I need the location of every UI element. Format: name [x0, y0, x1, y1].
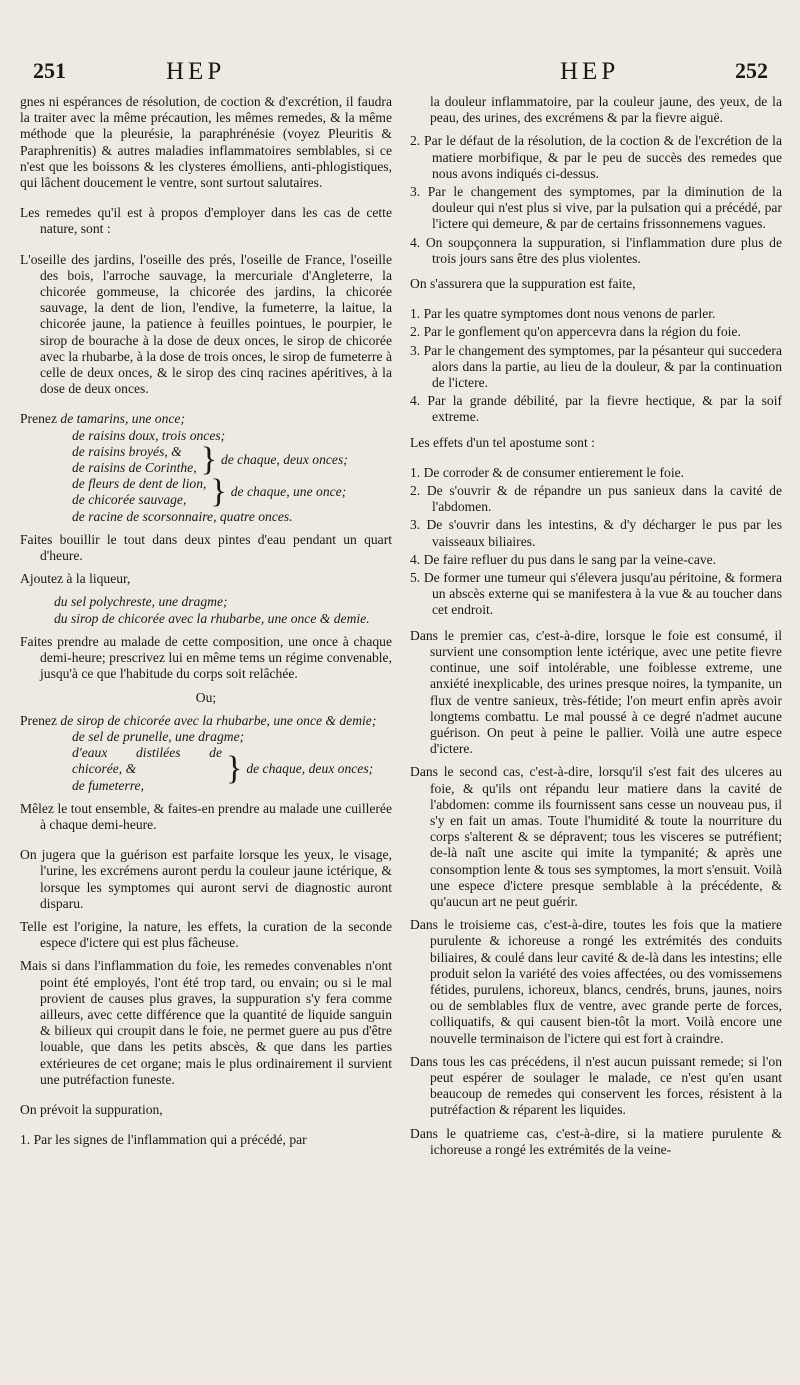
- prescription-line: de raisins de Corinthe,: [72, 460, 197, 476]
- list-item: 3. Par le changement des symptomes, par la pésanteur qui succedera alors dans la partie, au lieu de la douleur, & par la continuation de l'ictere.: [410, 342, 782, 391]
- left-column: [20, 94, 392, 1155]
- paragraph: Mêlez le tout ensemble, & faites-en prendre au malade une cuillerée à chaque demi-heure.: [20, 800, 392, 832]
- list-item: 4. De faire refluer du pus dans le sang par la veine-cave.: [410, 551, 717, 567]
- prescription-line: d'eaux distilées de chicorée, &: [72, 745, 222, 777]
- paragraph: 1. Par les signes de l'inflammation qui a précédé, par: [20, 1132, 307, 1148]
- list-item: 5. De former une tumeur qui s'élevera jusqu'au péritoine, & formera un abscès externe qui se manifestera à la vue & au toucher dans cet endroit.: [410, 570, 782, 618]
- prescription-line: du sel polychreste, une dragme;: [54, 594, 228, 610]
- prescription-line: de sel de prunelle, une dragme;: [72, 728, 245, 744]
- paragraph: Dans le troisieme cas, c'est-à-dire, toutes les fois que la matiere purulente & ichoreuse a rongé les extrémités des conduits biliaires, & coulé dans leur cavité & de-là dans les intestins; elle produit selon la variété des voies affectées, ou des vomissemens fétides, purulens, ichoreux, blancs, cendrés, bruns, jaunes, noirs ou de semblables flux de ventre, avec grande perte de forces, colliquatifs, & qui causent bien-tôt la mort. Voilà encore une nouvelle terminaison de l'ictere qui est fort à craindre.: [410, 917, 782, 1046]
- prescription-group: [20, 745, 392, 794]
- prescription-group: [20, 473, 392, 511]
- list-item: 3. Par le changement des symptomes, par la diminution de la douleur qui n'est plus si vive, par la pulsation qui a précédé, par l'ictere qui demeure, & par de certains frissonnemens vagues.: [410, 184, 782, 232]
- prescription-2: [20, 594, 392, 626]
- list-item: 4. On soupçonnera la suppuration, si l'inflammation dure plus de trois jours sans être des plus violentes.: [410, 234, 782, 266]
- paragraph: Mais si dans l'inflammation du foie, les remedes convenables n'ont point été employés, l'ont été trop tard, ou envain; ou si le mal provient de causes plus graves, la suppuration s'y fera comme ailleurs, avec cette différence que la quantité de liquide sanguin & bilieux qui croupit dans le foie, ne permet guere au pus d'être louable, que dans les petits abscès, & que dans les parties extérieures de cet organe; mais le plus ordinairement il survient une putréfaction funeste.: [20, 958, 392, 1087]
- paragraph: On prévoit la suppuration,: [20, 1101, 163, 1117]
- prescription-line: de racine de scorsonnaire, quatre onces.: [72, 508, 293, 524]
- prescription-line: de chicorée sauvage,: [72, 492, 187, 508]
- right-running-title: HEP: [560, 58, 620, 85]
- paragraph: la douleur inflammatoire, par la couleur jaune, des yeux, de la peau, des urines, des excrémens & par la fievre aiguë.: [430, 94, 782, 126]
- list-item: 2. Par le défaut de la résolution, de la coction & de l'excrétion de la matiere morbifique, & par le peu de succès des remedes que nous avons indiqués ci-dessus.: [410, 133, 782, 181]
- running-header: [0, 58, 800, 94]
- brace-glyph: }: [226, 750, 243, 788]
- prescription-1: [20, 411, 392, 524]
- paragraph: On s'assurera que la suppuration est faite,: [410, 276, 636, 292]
- prescription-line: de fumeterre,: [72, 777, 144, 793]
- prescription-line: du sirop de chicorée avec la rhubarbe, une once & demie.: [54, 610, 370, 626]
- right-column: [410, 94, 782, 1165]
- prescription-line: de raisins broyés, &: [72, 443, 182, 459]
- list-item: 1. De corroder & de consumer entierement le foie.: [410, 464, 685, 480]
- list-item: 1. Par les quatre symptomes dont nous venons de parler.: [410, 306, 716, 322]
- prescription-line: de tamarins, une once;: [60, 411, 185, 427]
- paragraph: Dans le premier cas, c'est-à-dire, lorsque le foie est consumé, il survient une consomption lente ictérique, avec une petite fievre continue, une soif intolérable, une foiblesse extreme, une anxiété inexplicable, des urines presque noires, la tympanite, un flux de ventre sanieux, très-fétide; l'on meurt enfin après avoir longtems combattu. Le mal poussé à ce degré n'admet aucune guérison. On peut à peine le pallier. Voilà une autre espece d'ictere.: [410, 627, 782, 757]
- prescription-quantity: de chaque, deux onces;: [220, 451, 348, 467]
- paragraph: Faites bouillir le tout dans deux pintes d'eau pendant un quart d'heure.: [20, 531, 392, 564]
- prescription-verb: Prenez: [20, 411, 57, 427]
- paragraph: Faites prendre au malade de cette composition, une once à chaque demi-heure; prescrivez lui en même tems un régime convenable, jusqu'à ce que l'habitude du corps soit relâchée.: [20, 633, 392, 682]
- paragraph: Dans tous les cas précédens, il n'est aucun puissant remede; si l'on peut espérer de soulager le malade, ce n'est qu'en usant beaucoup de remedes qui conservent les forces, résistent à la putréfaction & réparent les liquides.: [410, 1053, 782, 1118]
- brace-glyph: }: [210, 473, 227, 511]
- paragraph: On jugera que la guérison est parfaite lorsque les yeux, le visage, l'urine, les excrémens auront perdu la couleur jaune ictérique, & lorsque les symptomes qui auront servi de diagnostic auront disparu.: [20, 847, 392, 911]
- list-item: 3. De s'ouvrir dans les intestins, & d'y décharger le pus par les vaisseaux biliaires.: [410, 517, 782, 549]
- paragraph: Les remedes qu'il est à propos d'employer dans les cas de cette nature, sont :: [20, 205, 392, 237]
- prescription-quantity: de chaque, deux onces;: [246, 761, 374, 777]
- left-page-number: 251: [33, 58, 66, 83]
- prescription-verb: Prenez: [20, 712, 57, 728]
- list-item: 2. De s'ouvrir & de répandre un pus sanieux dans la cavité de l'abdomen.: [410, 483, 782, 515]
- prescription-group: [20, 441, 392, 479]
- paragraph: Ajoutez à la liqueur,: [20, 571, 131, 587]
- prescription-line: de raisins doux, trois onces;: [72, 427, 226, 443]
- list-item: 4. Par la grande débilité, par la fievre hectique, & par la soif extreme.: [410, 393, 782, 425]
- list-item: 2. Par le gonflement qu'on appercevra dans la région du foie.: [410, 324, 741, 340]
- paragraph: Dans le quatrieme cas, c'est-à-dire, si la matiere purulente & ichoreuse a rongé les extrémités de la veine-: [410, 1125, 782, 1157]
- paragraph: L'oseille des jardins, l'oseille des prés, l'oseille de France, l'oseille des bois, l'arroche sauvage, la mercuriale d'Angleterre, la chicorée gommeuse, la chicorée des jardins, la chicorée sauvage, la dent de lion, l'endive, la fumeterre, la laitue, la chicorée jaune, la patience à feuilles pointues, le pourpier, le sirop de bourache à la dose de deux onces, le sirop de chicorée avec la rhubarbe, à la dose de trois onces, le sirop de fumeterre à celle de deux onces, & le sirop des cinq racines apéritives, à la dose de deux onces.: [20, 251, 392, 397]
- right-page-number: 252: [735, 58, 768, 83]
- left-running-title: HEP: [166, 58, 226, 85]
- prescription-line: de fleurs de dent de lion,: [72, 476, 207, 492]
- prescription-quantity: de chaque, une once;: [230, 484, 347, 500]
- section-or: Ou;: [195, 689, 217, 705]
- paragraph: Les effets d'un tel apostume sont :: [410, 434, 595, 450]
- prescription-3: [20, 713, 392, 794]
- paragraph: gnes ni espérances de résolution, de coction & d'excrétion, il faudra la traiter avec la même précaution, les mêmes remedes, & la même méthode que la pleurésie, la paraphrénésie (voyez Pleuritis & Paraphrenitis) & autres maladies inflammatoires semblables, si ce n'est que les boissons & les clysteres émolliens, anti-phlogistiques, qui lâchent doucement le ventre, sont surtout salutaires.: [20, 94, 392, 191]
- paragraph: Dans le second cas, c'est-à-dire, lorsqu'il s'est fait des ulceres au foie, & qu'ils ont répandu leur matiere dans la cavité de l'abdomen: comme ils fournissent sans cesse un nouveau pus, il s'y en fait un amas. Toute l'humidité & toute la nourriture du corps s'alterent & se dépravent; tous les visceres se putréfient; de-là naît une ascite qui imite la tympanité; & après une consomption lente & tous ses symptomes, la mort s'ensuit. Voilà une espece d'ictere presque semblable à la précédente, & qu'aucun art ne peut guérir.: [410, 764, 782, 909]
- prescription-line: de sirop de chicorée avec la rhubarbe, une once & demie;: [60, 712, 377, 728]
- brace-glyph: }: [200, 441, 217, 479]
- paragraph: Telle est l'origine, la nature, les effets, la curation de la seconde espece d'ictere qui est plus fâcheuse.: [20, 918, 392, 951]
